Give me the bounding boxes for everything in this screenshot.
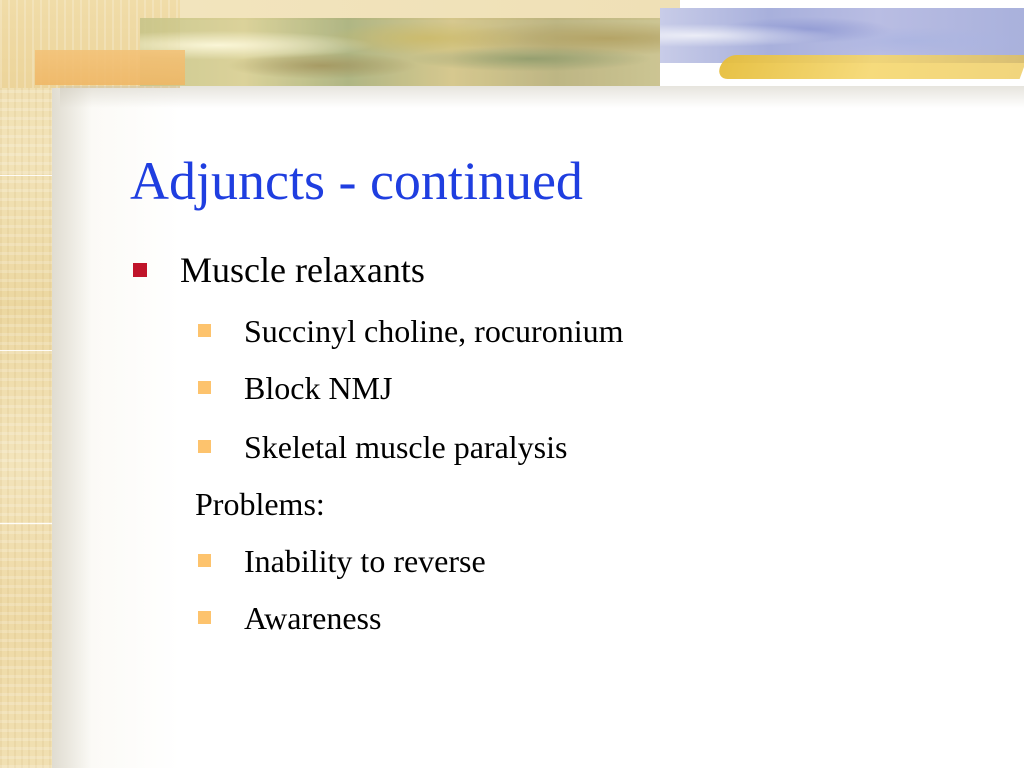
bullet-text: Succinyl choline, rocuronium bbox=[244, 313, 624, 349]
bullet-item-level2 bbox=[198, 368, 392, 408]
bullet-text: Inability to reverse bbox=[244, 543, 486, 579]
bullet-text: Block NMJ bbox=[244, 370, 393, 406]
yellow-square-bullet-icon bbox=[198, 440, 211, 453]
red-square-bullet-icon bbox=[133, 263, 147, 277]
bullet-item-level2 bbox=[198, 427, 567, 467]
yellow-square-bullet-icon bbox=[198, 554, 211, 567]
bullet-text: Muscle relaxants bbox=[180, 250, 425, 290]
bullet-item-level2 bbox=[198, 598, 381, 638]
bullet-text: Awareness bbox=[244, 600, 382, 636]
bullet-text: Skeletal muscle paralysis bbox=[244, 429, 568, 465]
yellow-square-bullet-icon bbox=[198, 611, 211, 624]
slide-title: Adjuncts - continued bbox=[130, 151, 583, 211]
bullet-item-level1 bbox=[133, 248, 425, 292]
yellow-square-bullet-icon bbox=[198, 381, 211, 394]
problems-heading: Problems: bbox=[195, 486, 325, 522]
yellow-square-bullet-icon bbox=[198, 324, 211, 337]
bullet-item-level2 bbox=[198, 311, 623, 351]
bullet-item-level2 bbox=[198, 541, 486, 581]
